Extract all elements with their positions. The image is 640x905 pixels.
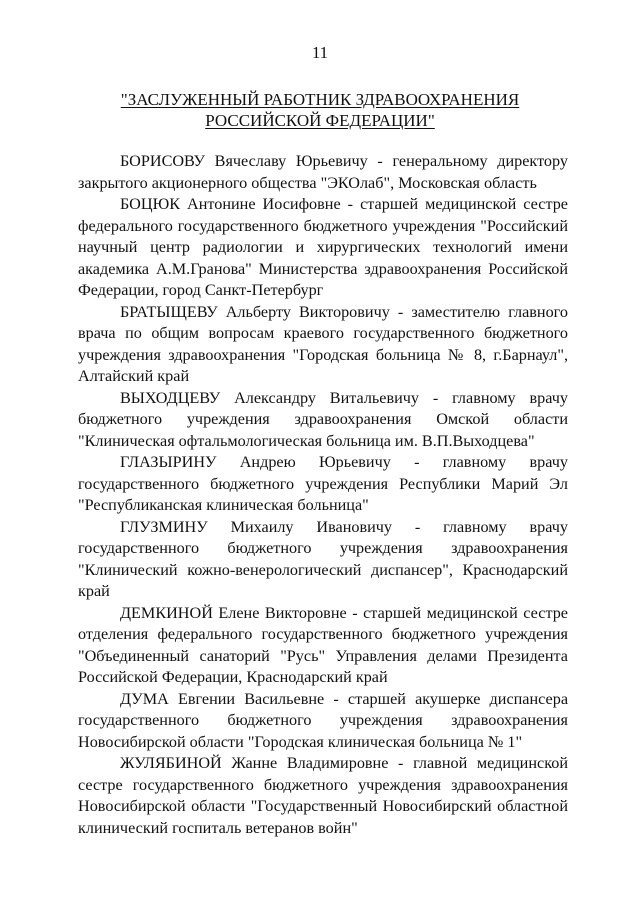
award-entry-demkina: ДЕМКИНОЙ Елене Викторовне - старшей медицинской сестре отделения федерального государственного бюджетного учреждения "Объединенный санаторий "Русь" Управления делами Президента Российской Федерации, Краснодарский край [78,603,568,686]
award-entry-glazyrin: ГЛАЗЫРИНУ Андрею Юрьевичу - главному врачу государственного бюджетного учреждения Республики Марий Эл "Республиканская клиническая больница" [78,453,568,514]
award-entry-borisov: БОРИСОВУ Вячеславу Юрьевичу - генеральному директору закрытого акционерного общества "ЭКОлаб", Московская область [78,152,568,192]
section-title [0,89,640,131]
award-entry-vykhodtsev: ВЫХОДЦЕВУ Александру Витальевичу - главному врачу бюджетного учреждения здравоохранения Омской области "Клиническая офтальмологическая больница им. В.П.Выходцева" [78,388,568,450]
page-number: 11 [311,43,329,62]
award-list [78,151,568,839]
award-entry-duma: ДУМА Евгении Васильевне - старшей акушерке диспансера государственного бюджетного учреждения здравоохранения Новосибирской области "Городская клиническая больница № 1" [78,689,568,751]
award-entry-gluzmin: ГЛУЗМИНУ Михаилу Ивановичу - главному врачу государственного бюджетного учреждения здравоохранения "Клинический кожно-венерологический диспансер", Краснодарский край [78,517,568,600]
section-title-line-1: "ЗАСЛУЖЕННЫЙ РАБОТНИК ЗДРАВООХРАНЕНИЯ [120,90,520,109]
award-entry-zhulyabina: ЖУЛЯБИНОЙ Жанне Владимировне - главной медицинской сестре государственного бюджетного учреждения здравоохранения Новосибирской области "Государственный Новосибирский областной клинический госпиталь ветеранов войн" [78,754,568,837]
section-title-line-2: РОССИЙСКОЙ ФЕДЕРАЦИИ" [205,111,435,130]
award-entry-bratyshchev: БРАТЫЩЕВУ Альберту Викторовичу - заместителю главного врача по общим вопросам краевого государственного бюджетного учреждения здравоохранения "Городская больница № 8, г.Барнаул", Алтайский край [78,302,568,385]
award-entry-botsyuk: БОЦЮК Антонине Иосифовне - старшей медицинской сестре федерального государственного бюджетного учреждения "Российский научный центр радиологии и хирургических технологий имени академика А.М.Гранова" Министерства здравоохранения Российской Федерации, город Санкт-Петербург [78,195,568,299]
